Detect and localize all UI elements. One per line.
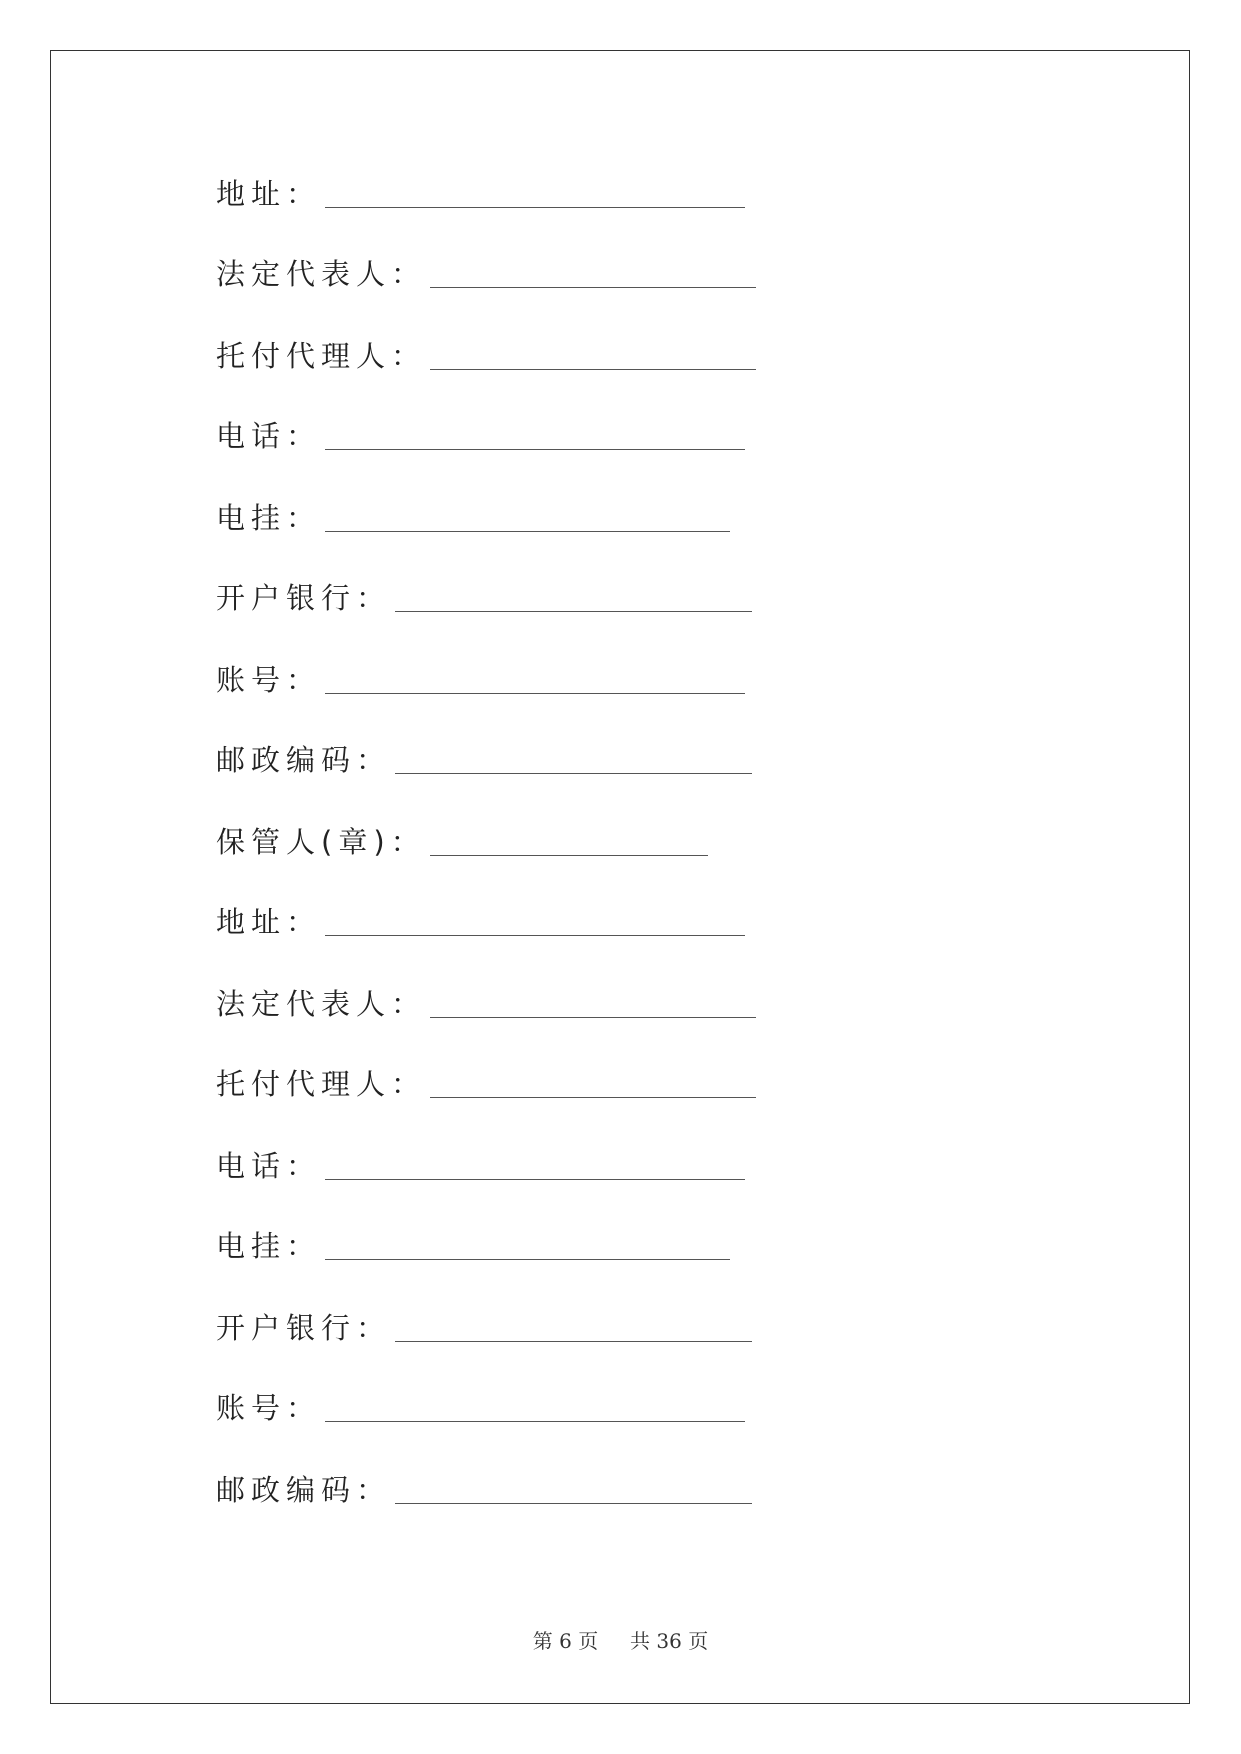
- field-colon: ：: [286, 1149, 316, 1183]
- page-footer: [0, 1625, 1241, 1654]
- form-row-legal-representative: [216, 982, 756, 1022]
- field-label: 地址: [216, 905, 287, 939]
- field-colon: ：: [286, 419, 316, 453]
- form-row-telegraph: [216, 1224, 730, 1264]
- blank-line[interactable]: [325, 663, 745, 694]
- page-suffix: 页: [578, 1629, 599, 1653]
- form-row-address: [216, 172, 745, 212]
- field-colon: ：: [356, 1473, 386, 1507]
- field-label: 账号: [216, 663, 287, 697]
- field-colon: ：: [286, 1391, 316, 1425]
- field-colon: ：: [286, 501, 316, 535]
- blank-line[interactable]: [430, 1067, 756, 1098]
- form-row-account-number: [216, 658, 745, 698]
- blank-line[interactable]: [430, 987, 756, 1018]
- field-label: 托付代理人: [216, 339, 392, 373]
- blank-line[interactable]: [395, 743, 752, 774]
- field-colon: ：: [286, 177, 316, 211]
- field-label: 账号: [216, 1391, 287, 1425]
- form-row-authorized-agent: [216, 334, 756, 374]
- field-label: 法定代表人: [216, 257, 392, 291]
- field-colon: ：: [391, 339, 421, 373]
- form-row-address: [216, 900, 745, 940]
- field-colon: ：: [286, 905, 316, 939]
- field-label: 开户银行: [216, 581, 357, 615]
- page-prefix: 第: [532, 1629, 553, 1653]
- form-row-authorized-agent: [216, 1062, 756, 1102]
- field-label: 电挂: [216, 501, 287, 535]
- field-label: 邮政编码: [216, 1473, 357, 1507]
- field-colon: ：: [391, 987, 421, 1021]
- form-row-telegraph: [216, 496, 730, 536]
- field-label: 电挂: [216, 1229, 287, 1263]
- field-label: 地址: [216, 177, 287, 211]
- form-row-bank: [216, 576, 752, 616]
- blank-line[interactable]: [325, 501, 730, 532]
- blank-line[interactable]: [325, 1391, 745, 1422]
- blank-line[interactable]: [430, 257, 756, 288]
- field-label: 电话: [216, 419, 287, 453]
- blank-line[interactable]: [430, 339, 756, 370]
- form-row-telephone: [216, 1144, 745, 1184]
- blank-line[interactable]: [430, 825, 708, 856]
- form-row-postal-code: [216, 1468, 752, 1508]
- field-colon: ：: [286, 1229, 316, 1263]
- blank-line[interactable]: [325, 177, 745, 208]
- form-row-legal-representative: [216, 252, 756, 292]
- blank-line[interactable]: [325, 419, 745, 450]
- total-suffix: 页: [688, 1629, 709, 1653]
- blank-line[interactable]: [395, 581, 752, 612]
- page-border: [50, 50, 1190, 1704]
- field-label: 法定代表人: [216, 987, 392, 1021]
- field-colon: ：: [286, 663, 316, 697]
- blank-line[interactable]: [325, 1229, 730, 1260]
- field-label: 托付代理人: [216, 1067, 392, 1101]
- blank-line[interactable]: [395, 1311, 752, 1342]
- field-label: 电话: [216, 1149, 287, 1183]
- form-row-telephone: [216, 414, 745, 454]
- field-colon: ：: [356, 1311, 386, 1345]
- field-colon: ：: [356, 743, 386, 777]
- field-colon: ：: [390, 825, 420, 859]
- blank-line[interactable]: [395, 1473, 752, 1504]
- form-row-postal-code: [216, 738, 752, 778]
- page-number: 6: [559, 1629, 572, 1653]
- field-label: 邮政编码: [216, 743, 357, 777]
- field-label: 保管人(章): [216, 825, 391, 859]
- blank-line[interactable]: [325, 1149, 745, 1180]
- field-colon: ：: [391, 257, 421, 291]
- field-label: 开户银行: [216, 1311, 357, 1345]
- form-row-bank: [216, 1306, 752, 1346]
- field-colon: ：: [391, 1067, 421, 1101]
- form-row-account-number: [216, 1386, 745, 1426]
- total-pages: 36: [656, 1629, 682, 1653]
- field-colon: ：: [356, 581, 386, 615]
- form-row-custodian-seal: [216, 820, 708, 860]
- blank-line[interactable]: [325, 905, 745, 936]
- total-prefix: 共: [630, 1629, 651, 1653]
